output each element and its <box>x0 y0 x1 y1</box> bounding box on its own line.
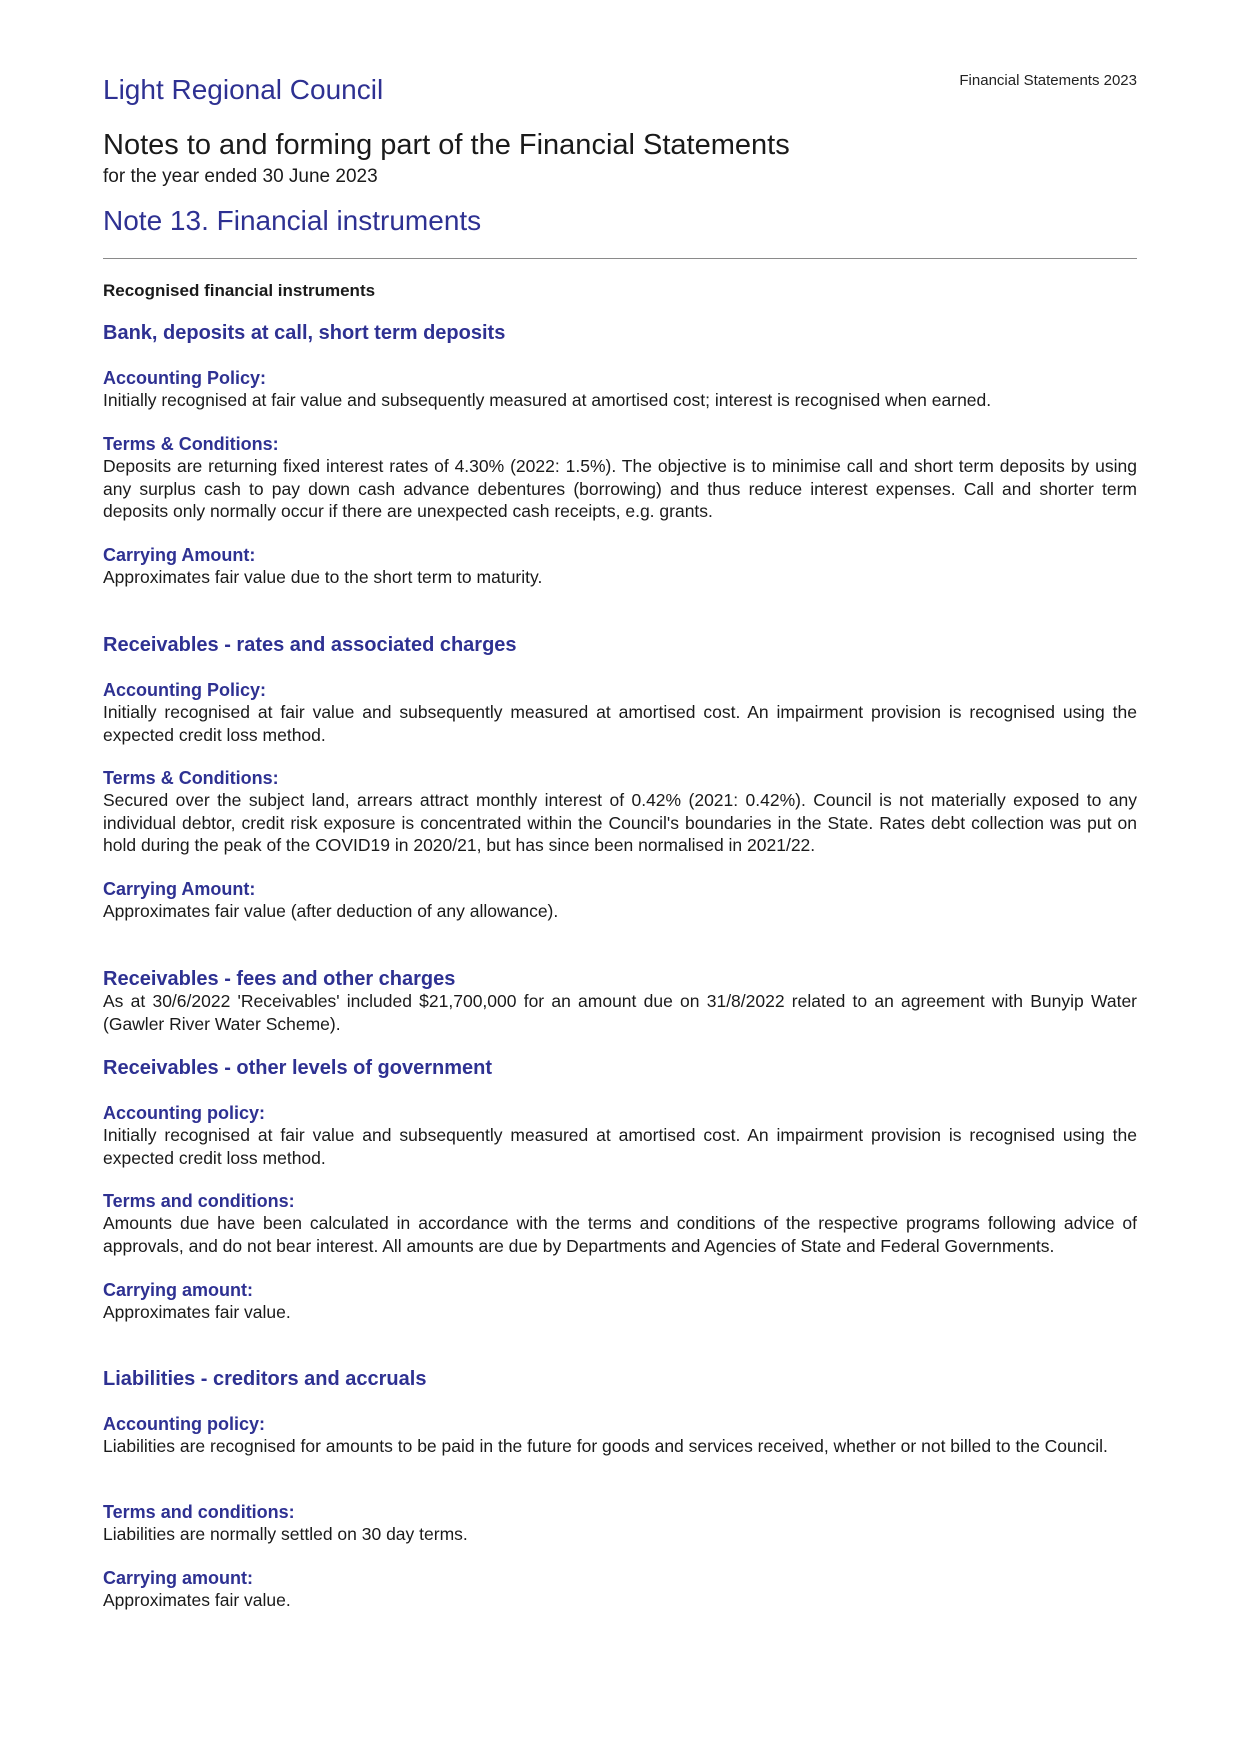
liabilities-terms-label: Terms and conditions: <box>103 1502 295 1522</box>
bank-carrying-label: Carrying Amount: <box>103 545 256 565</box>
government-terms-text: Amounts due have been calculated in accordance with the terms and conditions of the respective programs following advice of approvals, and do not bear interest. All amounts are due by Departments and Agencies of State and Federal Governments. <box>103 1213 1137 1256</box>
document-label: Financial Statements 2023 <box>959 72 1137 89</box>
header-divider <box>103 258 1137 259</box>
section-title-bank: Bank, deposits at call, short term deposits <box>103 322 506 344</box>
rates-terms-label: Terms & Conditions: <box>103 768 279 788</box>
fees-text: As at 30/6/2022 'Receivables' included $21,700,000 for an amount due on 31/8/2022 related to an agreement with Bunyip Water (Gawler River Water Scheme). <box>103 991 1137 1034</box>
section-title-government: Receivables - other levels of government <box>103 1057 493 1079</box>
document-subtitle: for the year ended 30 June 2023 <box>103 166 378 187</box>
organisation-name: Light Regional Council <box>103 74 384 105</box>
rates-policy-label: Accounting Policy: <box>103 680 267 700</box>
section-title-fees: Receivables - fees and other charges <box>103 968 456 990</box>
bank-carrying-text: Approximates fair value due to the short term to maturity. <box>103 567 543 587</box>
document-title: Notes to and forming part of the Financial Statements <box>103 129 790 161</box>
bank-policy-label: Accounting Policy: <box>103 368 267 388</box>
section-title-rates: Receivables - rates and associated charges <box>103 634 517 656</box>
liabilities-policy-text: Liabilities are recognised for amounts to be paid in the future for goods and services received, whether or not billed to the Council. <box>103 1436 1108 1456</box>
government-carrying-text: Approximates fair value. <box>103 1302 291 1322</box>
liabilities-carrying-label: Carrying amount: <box>103 1568 254 1588</box>
government-policy-label: Accounting policy: <box>103 1103 265 1123</box>
bank-terms-label: Terms & Conditions: <box>103 434 279 454</box>
government-policy-text: Initially recognised at fair value and subsequently measured at amortised cost. An impairment provision is recognised using the expected credit loss method. <box>103 1125 1137 1168</box>
bank-policy-text: Initially recognised at fair value and subsequently measured at amortised cost; interest is recognised when earned. <box>103 390 992 410</box>
rates-carrying-text: Approximates fair value (after deduction of any allowance). <box>103 901 559 921</box>
recognised-heading: Recognised financial instruments <box>103 281 376 300</box>
note-title: Note 13. Financial instruments <box>103 205 482 236</box>
liabilities-terms-text: Liabilities are normally settled on 30 day terms. <box>103 1524 468 1544</box>
government-carrying-label: Carrying amount: <box>103 1280 254 1300</box>
rates-policy-text: Initially recognised at fair value and subsequently measured at amortised cost. An impairment provision is recognised using the expected credit loss method. <box>103 702 1137 745</box>
rates-terms-text: Secured over the subject land, arrears attract monthly interest of 0.42% (2021: 0.42%). Council is not materially exposed to any individual debtor, credit risk exposure is concentrated within the Council's boundaries in the State. Rates debt collection was put on hold during the peak of the COVID19 in 2020/21, but has since been normalised in 2021/22. <box>103 790 1137 855</box>
liabilities-policy-label: Accounting policy: <box>103 1414 265 1434</box>
liabilities-carrying-text: Approximates fair value. <box>103 1590 291 1610</box>
government-terms-label: Terms and conditions: <box>103 1191 295 1211</box>
section-title-liabilities: Liabilities - creditors and accruals <box>103 1368 427 1390</box>
bank-terms-text: Deposits are returning fixed interest rates of 4.30% (2022: 1.5%). The objective is to minimise call and short term deposits by using any surplus cash to pay down cash advance debentures (borrowing) and thus reduce interest expenses. Call and shorter term deposits only normally occur if there are unexpected cash receipts, e.g. grants. <box>103 456 1137 521</box>
rates-carrying-label: Carrying Amount: <box>103 879 256 899</box>
